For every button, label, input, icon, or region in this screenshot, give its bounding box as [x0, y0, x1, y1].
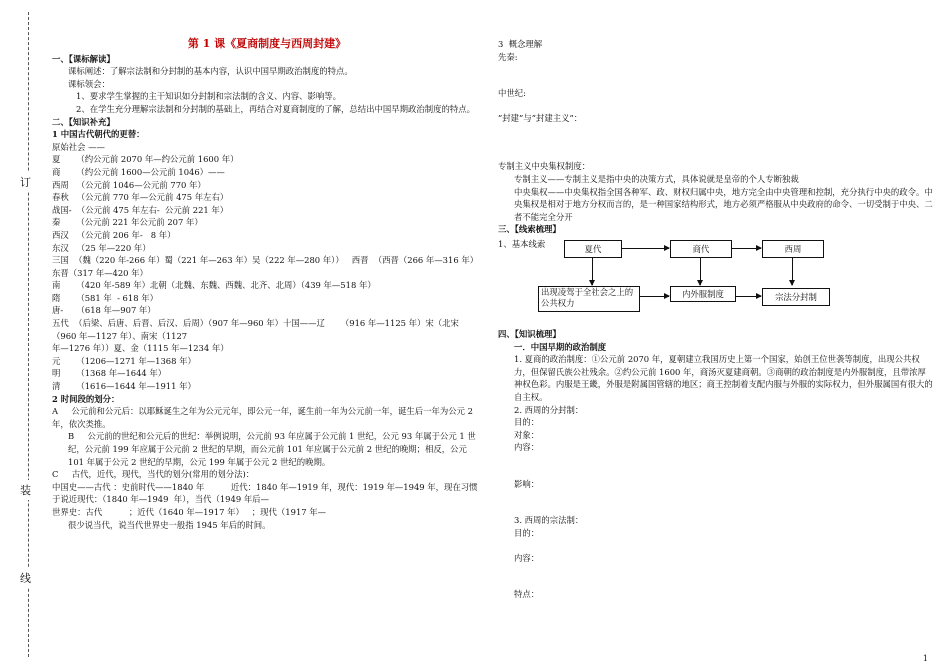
dynasty-item: 东汉 （25 年—220 年）: [52, 242, 151, 253]
clue-label: 1、基本线索: [498, 238, 546, 249]
dynasty-item: 夏 （约公元前 2070 年—约公元前 1600 年）: [52, 154, 239, 165]
concept-heading: 3 概念理解: [498, 39, 543, 49]
early-politics-heading: 一．中国早期的政治制度: [514, 341, 607, 352]
right-column: [498, 38, 933, 601]
section1-heading: 一、【课标解读】: [52, 53, 115, 64]
binding-char-xian: 线: [20, 568, 31, 588]
section4-heading: 四、【知识梳理】: [498, 328, 561, 339]
flow-arrow-power-neiwaifu: [639, 296, 669, 297]
dynasty-item: 三国 （魏（220 年-266 年）蜀（221 年—263 年）吴（222 年—280 年）） 西晋 （西晋（266 年—316 年）: [52, 255, 479, 266]
flow-box-zongfa: 宗法分封制: [762, 288, 830, 306]
flow-box-neiwaifu: 内外服制度: [670, 286, 736, 302]
xia-shang-paragraph: 1. 夏商的政治制度：①公元前 2070 年，夏朝建立我国历史上第一个国家，始创王位世袭等制度，出现公共权力，但保留氏族公社残余。②约公元前 1600 年，商汤灭夏建商朝。③商朝的政治制度是内外服制度，且带浓厚神权色彩。内服是王畿，外服是附属国管辖的地区；商王控制着支配内服与外服的实际权力，但外服属国有很大的自主权。: [514, 354, 933, 402]
paragraph-b: B 公元前的世纪和公元后的世纪：举例说明，公元前 93 年应属于公元前 1 世纪，公元 93 年属于公元 1 世纪，公元前 199 年应属于公元前 2 世纪的早期，而公元前 101 年应属于公元前 2 世纪的晚期；相反，公元 101 年属于公元 2 世纪的早期，公元 199 年属于公元 2 世纪的晚期。: [68, 431, 476, 467]
dynasty-item: 东晋（317 年—420 年）: [52, 267, 148, 278]
flow-box-shang: 商代: [670, 240, 732, 258]
fenfeng-content: 内容：: [514, 442, 540, 453]
binding-char-zhuang: 装: [20, 480, 31, 500]
dynasty-item: 隋 （581 年 - 618 年）: [52, 292, 158, 303]
fenfeng-heading: 2. 西周的分封制：: [514, 404, 584, 415]
flow-down-xizhou: [792, 257, 793, 285]
zongfa-feature: 特点：: [514, 589, 540, 600]
dynasty-item: 原始社会 ——: [52, 141, 105, 152]
dynasty-item: 春秋 （公元前 770 年—公元前 475 年左右）: [52, 192, 229, 203]
fenfeng-purpose: 目的：: [514, 417, 540, 428]
paragraph-c: C 古代，近代，现代，当代的划分(常用的划分法)：: [52, 469, 255, 480]
dynasty-item: 战国- （公元前 475 年左右- 公元前 221 年）: [52, 204, 229, 215]
flow-arrow-neiwaifu-zongfa: [735, 296, 761, 297]
period-heading: 2 时间段的划分：: [52, 393, 120, 404]
dynasty-item: 秦 （公元前 221 年公元前 207 年）: [52, 217, 203, 228]
flow-box-public-power: 出现凌驾于全社会之上的公共权力: [538, 286, 640, 312]
zhuanzhi-title: 专制主义中央集权制度：: [498, 161, 591, 172]
left-column: [52, 38, 482, 531]
paragraph-c-china: 中国史——古代 ：史前时代——1840 年 近代：1840 年—1919 年，现代：1919 年—1949 年，现在习惯于说近现代：（1840 年—1949 年），当代（1949 年后—: [52, 481, 478, 505]
concept-zhongshiji: 中世纪:: [498, 88, 526, 99]
flow-arrow-shang-xizhou: [731, 248, 761, 249]
dynasty-item: 商 （约公元前 1600—公元前 1046）——: [52, 166, 225, 177]
zongfa-heading: 3. 西周的宗法制：: [514, 515, 584, 526]
curriculum-item-2: 2、在学生充分理解宗法制和分封制的基础上，再结合对夏商制度的了解，总结出中国早期政治制度的特点。: [76, 103, 475, 114]
zhuanzhi-despotism: 专制主义——专制主义是指中央的决策方式，具体说就是皇帝的个人专断独裁: [514, 173, 799, 184]
curriculum-statement: 课标阐述：了解宗法制和分封制的基本内容，认识中国早期政治制度的特点。: [68, 66, 353, 77]
flow-box-xia: 夏代: [564, 240, 622, 258]
dynasty-heading: 1 中国古代朝代的更替：: [52, 129, 145, 140]
dynasty-item: 南 （420 年-589 年）北朝（北魏、东魏、西魏、北齐、北周）（439 年—518 年）: [52, 280, 376, 291]
paragraph-c-note: 很少说当代，说当代世界史一般指 1945 年后的时间。: [68, 519, 271, 530]
dynasty-item: 年—1276 年））夏、金（1115 年—1234 年）: [52, 343, 229, 354]
flow-down-shang: [700, 257, 701, 285]
page-title: 第 1 课《夏商制度与西周封建》: [187, 37, 347, 50]
clue-flowchart: [498, 238, 933, 324]
dynasty-item: 清 （1616—1644 年—1911 年）: [52, 381, 196, 392]
curriculum-understanding-label: 课标领会：: [68, 78, 110, 89]
concept-xianqin: 先秦:: [498, 51, 518, 62]
dynasty-item: 元 （1206—1271 年—1368 年）: [52, 355, 196, 366]
fenfeng-target: 对象：: [514, 429, 540, 440]
dynasty-list: [52, 141, 482, 393]
zongfa-content: 内容：: [514, 552, 540, 563]
binding-char-ding: 订: [20, 172, 31, 192]
section3-heading: 三、【线索梳理】: [498, 224, 561, 235]
flow-box-xizhou: 西周: [762, 240, 824, 258]
paragraph-c-world: 世界史：古代 ；近代（1640 年—1917 年） ；现代（1917 年—: [52, 506, 327, 517]
dynasty-item: 唐- （618 年—907 年）: [52, 305, 156, 316]
dynasty-item: 明 （1368 年—1644 年）: [52, 368, 167, 379]
page-number: 1: [922, 654, 928, 663]
binding-dashed-line: [28, 12, 29, 657]
curriculum-item-1: 1、要求学生掌握的主干知识如分封制和宗法制的含义、内容、影响等。: [76, 91, 341, 102]
zongfa-purpose: 目的：: [514, 528, 540, 539]
flow-down-xia: [592, 257, 593, 285]
concept-fengjian: ”封建”与”封建主义”：: [498, 112, 583, 123]
paragraph-a: A 公元前和公元后：以耶稣诞生之年为公元元年，即公元一年，诞生前一年为公元前一年，诞生后一年为公元 2 年，依次类推。: [52, 406, 476, 429]
binding-margin: [22, 0, 36, 671]
dynasty-item: 西周 （公元前 1046—公元前 770 年）: [52, 179, 206, 190]
zhuanzhi-centralization: 中央集权——中央集权指全国各种军、政、财权归属中央，地方完全由中央管理和控制，充分执行中央的政令。中央集权是相对于地方分权而言的，是一种国家结构形式，地方必须严格服从中央政府的命令、一切受制于中央、二者不能完全分开: [514, 186, 933, 222]
section2-heading: 二、【知识补充】: [52, 116, 115, 127]
dynasty-item: 西汉 （公元前 206 年- 8 年）: [52, 229, 176, 240]
dynasty-item: 五代 （后梁、后唐、后晋、后汉、后周）（907 年—960 年）十国——辽 （916 年—1125 年）宋（北宋（960 年—1127 年）、南宋（1127: [52, 318, 459, 341]
fenfeng-influence: 影响：: [514, 478, 540, 489]
flow-arrow-xia-shang: [621, 248, 669, 249]
